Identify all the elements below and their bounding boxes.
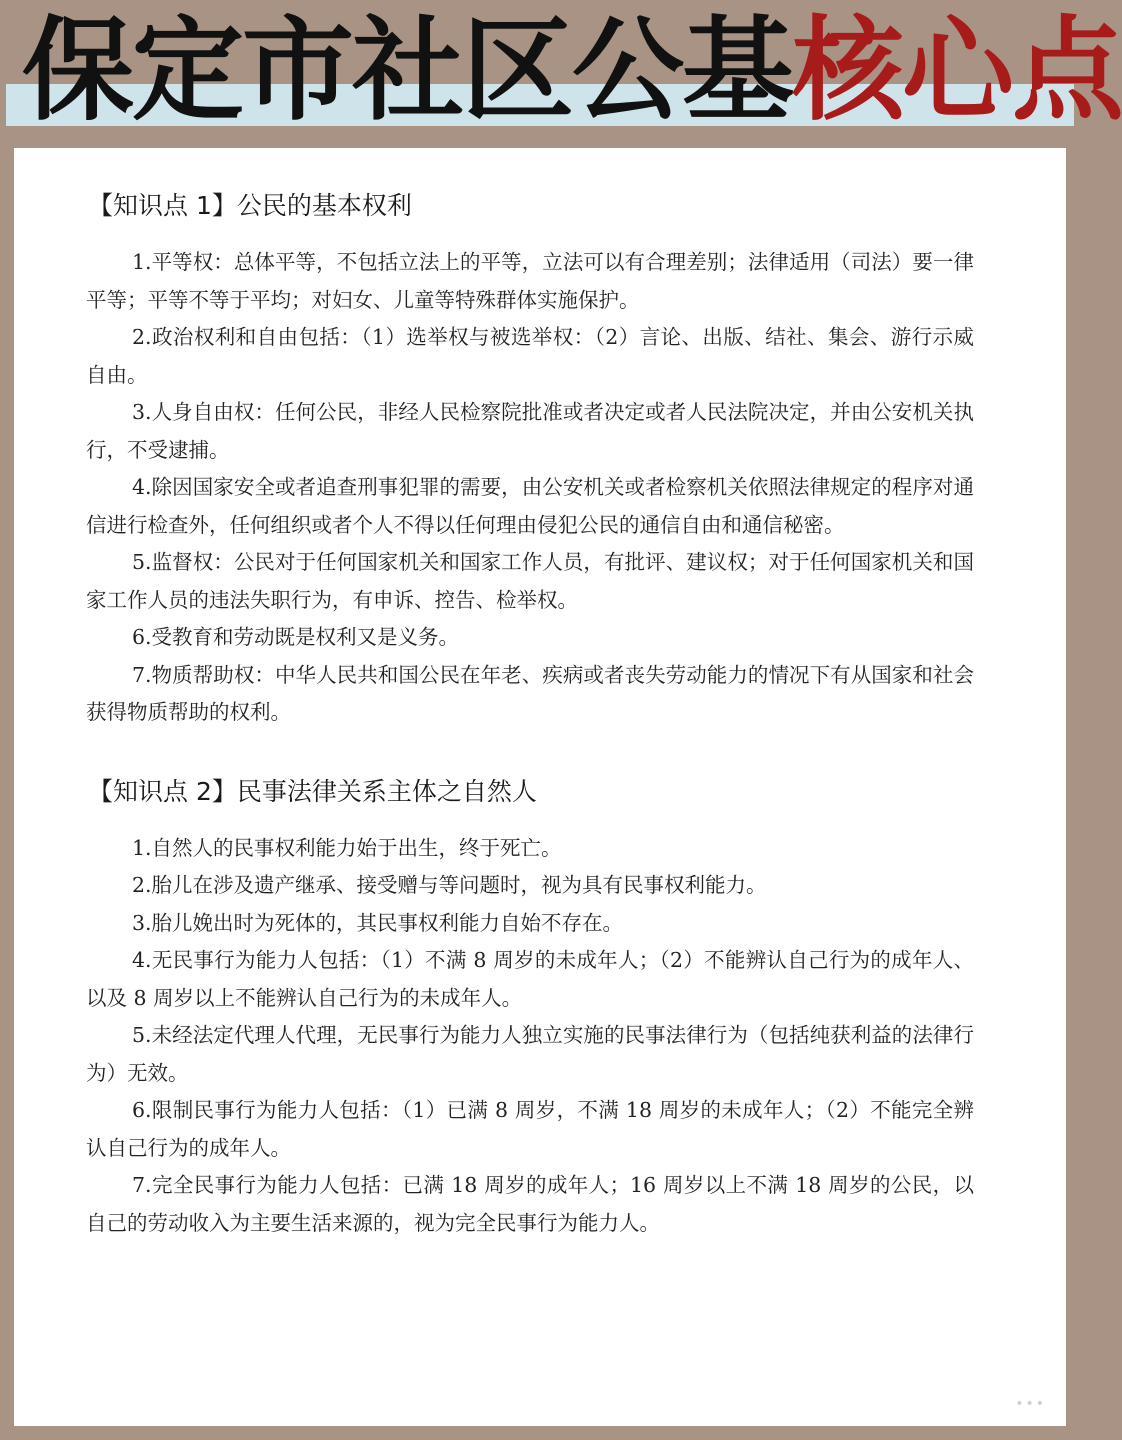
list-item: 2.胎儿在涉及遗产继承、接受赠与等问题时，视为具有民事权利能力。 xyxy=(132,873,767,897)
list-item: 1.平等权：总体平等，不包括立法上的平等，立法可以有合理差别；法律适用（司法）要一律平等；平等不等于平均；对妇女、儿童等特殊群体实施保护。 xyxy=(86,250,974,312)
section-title: 【知识点 1】公民的基本权利 xyxy=(88,191,412,220)
list-item: 4.除因国家安全或者追查刑事犯罪的需要，由公安机关或者检察机关依照法律规定的程序对通信进行检查外，任何组织或者个人不得以任何理由侵犯公民的通信自由和通信秘密。 xyxy=(86,475,974,537)
list-item: 6.受教育和劳动既是权利又是义务。 xyxy=(132,625,460,649)
section-knowledge-point-1 xyxy=(86,188,974,732)
item-list xyxy=(86,244,974,732)
list-item: 5.未经法定代理人代理，无民事行为能力人独立实施的民事法律行为（包括纯获利益的法律行为）无效。 xyxy=(86,1023,974,1085)
list-item: 3.人身自由权：任何公民，非经人民检察院批准或者决定或者人民法院决定，并由公安机关执行，不受逮捕。 xyxy=(86,400,974,462)
item-list xyxy=(86,830,974,1243)
list-item: 3.胎儿娩出时为死体的，其民事权利能力自始不存在。 xyxy=(132,910,624,935)
list-item: 7.完全民事行为能力人包括：已满 18 周岁的成年人；16 周岁以上不满 18 周岁的公民，以自己的劳动收入为主要生活来源的，视为完全民事行为能力人。 xyxy=(86,1173,974,1235)
page-title-accent: 核心点 xyxy=(792,6,1122,136)
list-item: 5.监督权：公民对于任何国家机关和国家工作人员，有批评、建议权；对于任何国家机关和国家工作人员的违法失职行为，有申诉、控告、检举权。 xyxy=(86,550,974,612)
list-item: 6.限制民事行为能力人包括：（1）已满 8 周岁，不满 18 周岁的未成年人；（2）不能完全辨认自己行为的成年人。 xyxy=(86,1098,974,1160)
section-title: 【知识点 2】民事法律关系主体之自然人 xyxy=(88,776,537,806)
page-title xyxy=(22,8,1122,134)
list-item: 2.政治权利和自由包括：（1）选举权与被选举权：（2）言论、出版、结社、集会、游行示威自由。 xyxy=(86,325,974,387)
more-options-icon: ••• xyxy=(1015,1396,1046,1412)
document-page xyxy=(14,148,1066,1426)
page-title-main: 保定市社区公基 xyxy=(22,6,792,136)
list-item: 4.无民事行为能力人包括：（1）不满 8 周岁的未成年人；（2）不能辨认自己行为的成年人、以及 8 周岁以上不能辨认自己行为的未成年人。 xyxy=(86,948,974,1010)
section-knowledge-point-2 xyxy=(86,774,974,1243)
document-content xyxy=(86,188,974,1242)
title-banner xyxy=(0,0,1122,150)
list-item: 1.自然人的民事权利能力始于出生，终于死亡。 xyxy=(132,835,562,860)
list-item: 7.物质帮助权：中华人民共和国公民在年老、疾病或者丧失劳动能力的情况下有从国家和社会获得物质帮助的权利。 xyxy=(86,662,974,724)
